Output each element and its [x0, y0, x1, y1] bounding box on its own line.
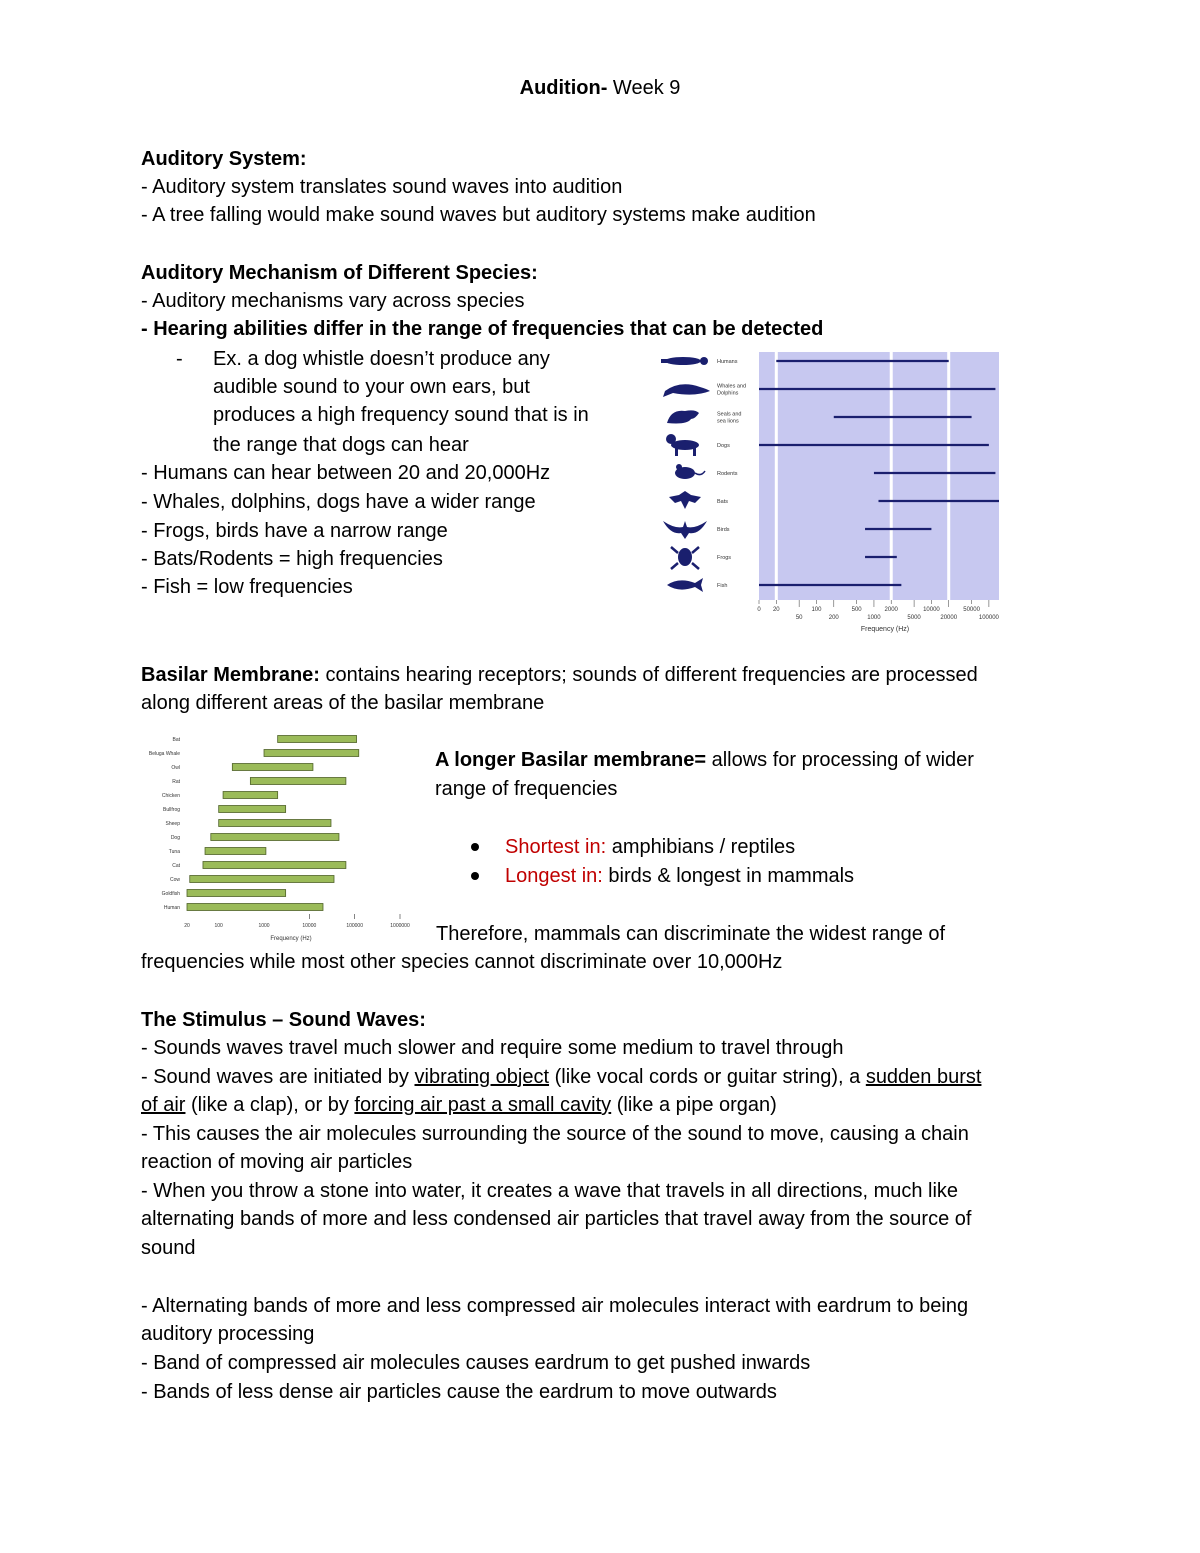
chart2-category-label: Owl	[171, 765, 180, 771]
longer-rest: allows for processing of wider	[706, 749, 974, 771]
chart1-tick-label: 1000	[867, 615, 881, 621]
sub-line-2: audible sound to your own ears, but	[213, 376, 530, 398]
mechanism-more-5: - Fish = low frequencies	[141, 576, 353, 598]
chart2-category-label: Goldfish	[161, 891, 180, 897]
chart2-bar-4	[223, 792, 278, 799]
human-icon	[661, 357, 708, 365]
stimulus-line-11: - Band of compressed air molecules causes eardrum to get pushed inwards	[141, 1352, 811, 1374]
chart1-tick-label: 50	[795, 615, 803, 621]
chart2-bar-5	[219, 806, 286, 813]
bird-icon	[663, 521, 707, 539]
chart2-bar-2	[232, 764, 313, 771]
chart2-bar-7	[211, 834, 339, 841]
basilar-frequency-chart	[114, 727, 434, 947]
chart2-category-label: Sheep	[165, 821, 180, 827]
chart2-category-label: Human	[163, 905, 180, 911]
shortest-label: Shortest in:	[505, 836, 607, 858]
stimulus-line-12: - Bands of less dense air particles cause the eardrum to move outwards	[141, 1381, 777, 1403]
bullet-dot-1	[471, 843, 479, 851]
chart1-category-label: Seals and	[717, 411, 742, 418]
chart2-tick-label: 1000	[258, 923, 270, 929]
shortest-text: amphibians / reptiles	[606, 836, 796, 858]
stimulus-line-9: - Alternating bands of more and less compressed air molecules interact with eardrum to being	[141, 1295, 969, 1317]
chart2-tick-label: 20	[184, 923, 190, 929]
chart1-tick-label: 100000	[978, 615, 999, 621]
chart1-tick-label: 500	[851, 607, 862, 613]
sub-line-4: the range that dogs can hear	[213, 434, 469, 456]
chart2-tick-label: 1000000	[390, 923, 410, 929]
chart1-category-label: Humans	[717, 359, 738, 365]
title-bold: Audition-	[519, 77, 608, 99]
longer-bold: A longer Basilar membrane=	[435, 749, 707, 771]
chart2-category-label: Cat	[172, 863, 180, 869]
mechanism-more-2: - Whales, dolphins, dogs have a wider range	[141, 491, 536, 513]
s-l3-a: (like a clap), or by	[185, 1094, 355, 1116]
dolphin-icon	[663, 384, 710, 397]
chart2-category-label: Rat	[172, 779, 180, 785]
auditory-system-line-1: - Auditory system translates sound waves into audition	[141, 176, 623, 198]
title-rest: Week 9	[607, 77, 681, 99]
stimulus-line-5: reaction of moving air particles	[141, 1151, 413, 1173]
stimulus-line-4: - This causes the air molecules surrounding the source of the sound to move, causing a chain	[141, 1123, 969, 1145]
basilar-heading: Basilar Membrane:	[141, 664, 320, 686]
chart2-bar-11	[187, 890, 286, 897]
mechanism-more-1: - Humans can hear between 20 and 20,000Hz	[141, 462, 551, 484]
auditory-system-heading: Auditory System:	[141, 148, 307, 170]
chart1-tick-label: 0	[757, 607, 761, 613]
bat-icon	[669, 491, 701, 509]
longer-line-2: range of frequencies	[435, 778, 618, 800]
dog-icon	[666, 434, 699, 456]
therefore-line-2: frequencies while most other species cannot discriminate over 10,000Hz	[141, 951, 783, 973]
chart1-category-label: Fish	[717, 583, 728, 589]
chart1-tick-label: 20000	[940, 615, 958, 621]
chart2-bar-10	[190, 876, 334, 883]
chart1-tick-label: 5000	[907, 615, 921, 621]
sub-line-3: produces a high frequency sound that is in	[213, 404, 589, 426]
species-frequency-chart	[655, 345, 1025, 635]
sub-bullet-dash: -	[176, 348, 183, 370]
rodent-icon	[675, 464, 705, 479]
therefore-line-1: Therefore, mammals can discriminate the widest range of	[436, 923, 946, 945]
basilar-text-a: contains hearing receptors; sounds of different frequencies are processed	[319, 664, 978, 686]
chart2-tick-label: 10000	[302, 923, 317, 929]
chart2-bar-12	[187, 904, 323, 911]
chart1-category-label: Frogs	[717, 555, 732, 561]
chart1-tick-label: 20	[772, 607, 780, 613]
chart1-category-label: Rodents	[717, 471, 738, 477]
chart2-bar-0	[278, 736, 357, 743]
chart1-category-label: Dolphins	[717, 390, 739, 397]
chart2-bar-9	[203, 862, 346, 869]
chart2-category-label: Dog	[170, 835, 180, 841]
fish-icon	[667, 578, 703, 592]
mechanism-heading: Auditory Mechanism of Different Species:	[141, 262, 538, 284]
chart2-category-label: Beluga Whale	[148, 751, 180, 757]
longest-text: birds & longest in mammals	[602, 865, 855, 887]
chart1-category-label: sea lions	[717, 418, 739, 425]
page-title	[0, 74, 1200, 102]
chart2-bar-1	[264, 750, 359, 757]
chart1-category-label: Bats	[717, 499, 729, 505]
s-l2-b: (like vocal cords or guitar string), a	[549, 1066, 866, 1088]
chart1-category-label: Whales and	[717, 383, 747, 390]
chart2-bar-3	[250, 778, 346, 785]
s-l2-u2: sudden burst	[865, 1066, 982, 1088]
chart2-bar-6	[219, 820, 331, 827]
chart1-tick-label: 100	[811, 607, 822, 613]
chart2-category-label: Bat	[172, 737, 180, 743]
chart1-category-label: Birds	[717, 527, 730, 533]
stimulus-line-6: - When you throw a stone into water, it creates a wave that travels in all directions, much like	[141, 1180, 959, 1202]
seal-icon	[667, 410, 699, 423]
stimulus-line-10: auditory processing	[141, 1323, 315, 1345]
stimulus-heading: The Stimulus – Sound Waves:	[141, 1009, 426, 1031]
chart1-tick-label: 10000	[923, 607, 940, 613]
stimulus-line-2	[141, 1063, 981, 1091]
bullet-dot-2	[471, 872, 479, 880]
stimulus-line-3	[141, 1091, 777, 1119]
longer-line-1	[435, 746, 974, 774]
mechanism-line-2: - Hearing abilities differ in the range of frequencies that can be detected	[141, 318, 824, 340]
chart2-bar-8	[205, 848, 266, 855]
chart2-category-label: Chicken	[161, 793, 180, 799]
basilar-text-b: along different areas of the basilar membrane	[141, 692, 545, 714]
chart2-tick-label: 100	[214, 923, 223, 929]
longest-label: Longest in:	[505, 865, 603, 887]
chart2-tick-label: 100000	[346, 923, 364, 929]
s-l3-u2b: of air	[141, 1094, 186, 1116]
chart2-category-label: Tuna	[168, 849, 180, 855]
chart2-category-label: Cow	[169, 877, 180, 883]
sub-line-1: Ex. a dog whistle doesn’t produce any	[213, 348, 550, 370]
frog-icon	[671, 547, 699, 569]
chart1-xlabel: Frequency (Hz)	[860, 626, 910, 633]
chart1-tick-label: 2000	[884, 607, 898, 613]
s-l3-u3: forcing air past a small cavity	[354, 1094, 612, 1116]
longest-line	[505, 862, 854, 890]
basilar-line-1	[141, 661, 978, 689]
mechanism-more-4: - Bats/Rodents = high frequencies	[141, 548, 443, 570]
s-l3-b: (like a pipe organ)	[611, 1094, 777, 1116]
auditory-system-line-2: - A tree falling would make sound waves but auditory systems make audition	[141, 204, 816, 226]
chart2-xlabel: Frequency (Hz)	[270, 936, 312, 942]
mechanism-more-3: - Frogs, birds have a narrow range	[141, 520, 448, 542]
stimulus-line-1: - Sounds waves travel much slower and require some medium to travel through	[141, 1037, 844, 1059]
stimulus-line-7: alternating bands of more and less condensed air particles that travel away from the source of	[141, 1208, 972, 1230]
stimulus-line-8: sound	[141, 1237, 196, 1259]
chart1-category-label: Dogs	[717, 443, 730, 449]
s-l2-a: - Sound waves are initiated by	[141, 1066, 415, 1088]
mechanism-line-1: - Auditory mechanisms vary across species	[141, 290, 525, 312]
shortest-line	[505, 833, 795, 861]
chart2-category-label: Bullfrog	[163, 807, 180, 813]
s-l2-u1: vibrating object	[414, 1066, 550, 1088]
chart1-tick-label: 200	[828, 615, 839, 621]
chart1-tick-label: 50000	[963, 607, 980, 613]
